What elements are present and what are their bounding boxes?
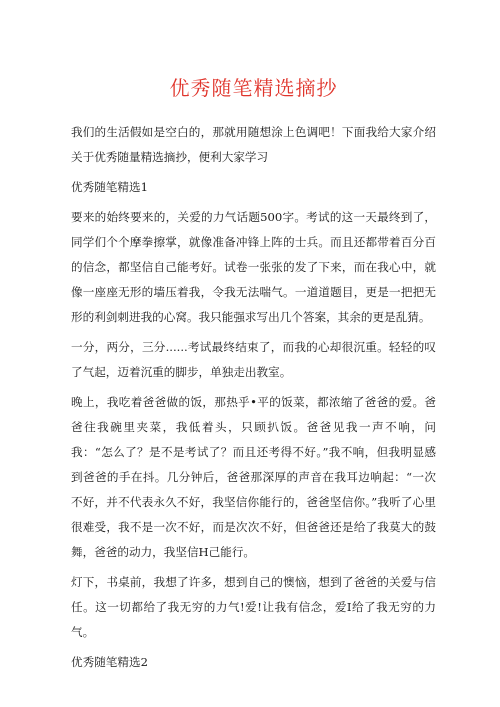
body-paragraph: 晚上，我吃着爸爸做的饭，那热乎•平的饭菜，都浓缩了爸爸的爱。爸爸往我碗里夹菜，我低着头，只顾扒饭。爸爸见我一声不响，问我：“怎么了？是不是考试了？而且还考得不好。”我不响，但我明显感到爸爸的手在抖。几分钟后，爸爸那深厚的声音在我耳边响起：“一次不好，并不代表永久不好，我坚信你能行的，爸爸坚信你。”我听了心里很难受，我不是一次不好，而是次次不好，但爸爸还是给了我莫大的鼓舞，爸爸的动力，我坚信H己能行。 <box>71 395 436 559</box>
intro-paragraph: 我们的生活假如是空白的，那就用随想涂上色调吧！下面我给大家介绍关于优秀随量精选摘抄，便利大家学习 <box>71 125 436 164</box>
document-title: 优秀随笔精选摘抄 <box>169 76 338 100</box>
body-paragraph: 一分，两分，三分......考试最终结束了，而我的心却很沉重。轻轻的叹了气起，迈着沉重的脚步，单独走出教室。 <box>71 340 436 379</box>
section-heading-1: 优秀随笔精选1 <box>71 180 148 194</box>
section-heading-2: 优秀随笔精选2 <box>71 655 148 669</box>
body-paragraph: 灯下，书桌前，我想了许多，想到自己的懊恼，想到了爸爸的关爱与信任。这一切都给了我无穷的力气!爱!让我有信念，爱I给了我无穷的力气。 <box>71 575 436 639</box>
body-paragraph: 要来的始终要来的，关爱的力气话题500字。考试的这一天最终到了，同学们个个摩拳擦掌，就像准备冲锋上阵的士兵。而且还都带着百分百的信念，都坚信自己能考好。试卷一张张的发了下来，而在我心中，就像一座座无形的墙压着我，令我无法喘气。一道道题目，更是一把把无形的利剑刺进我的心窝。我只能强求写出几个答案，其余的更是乱猜。 <box>71 210 436 324</box>
